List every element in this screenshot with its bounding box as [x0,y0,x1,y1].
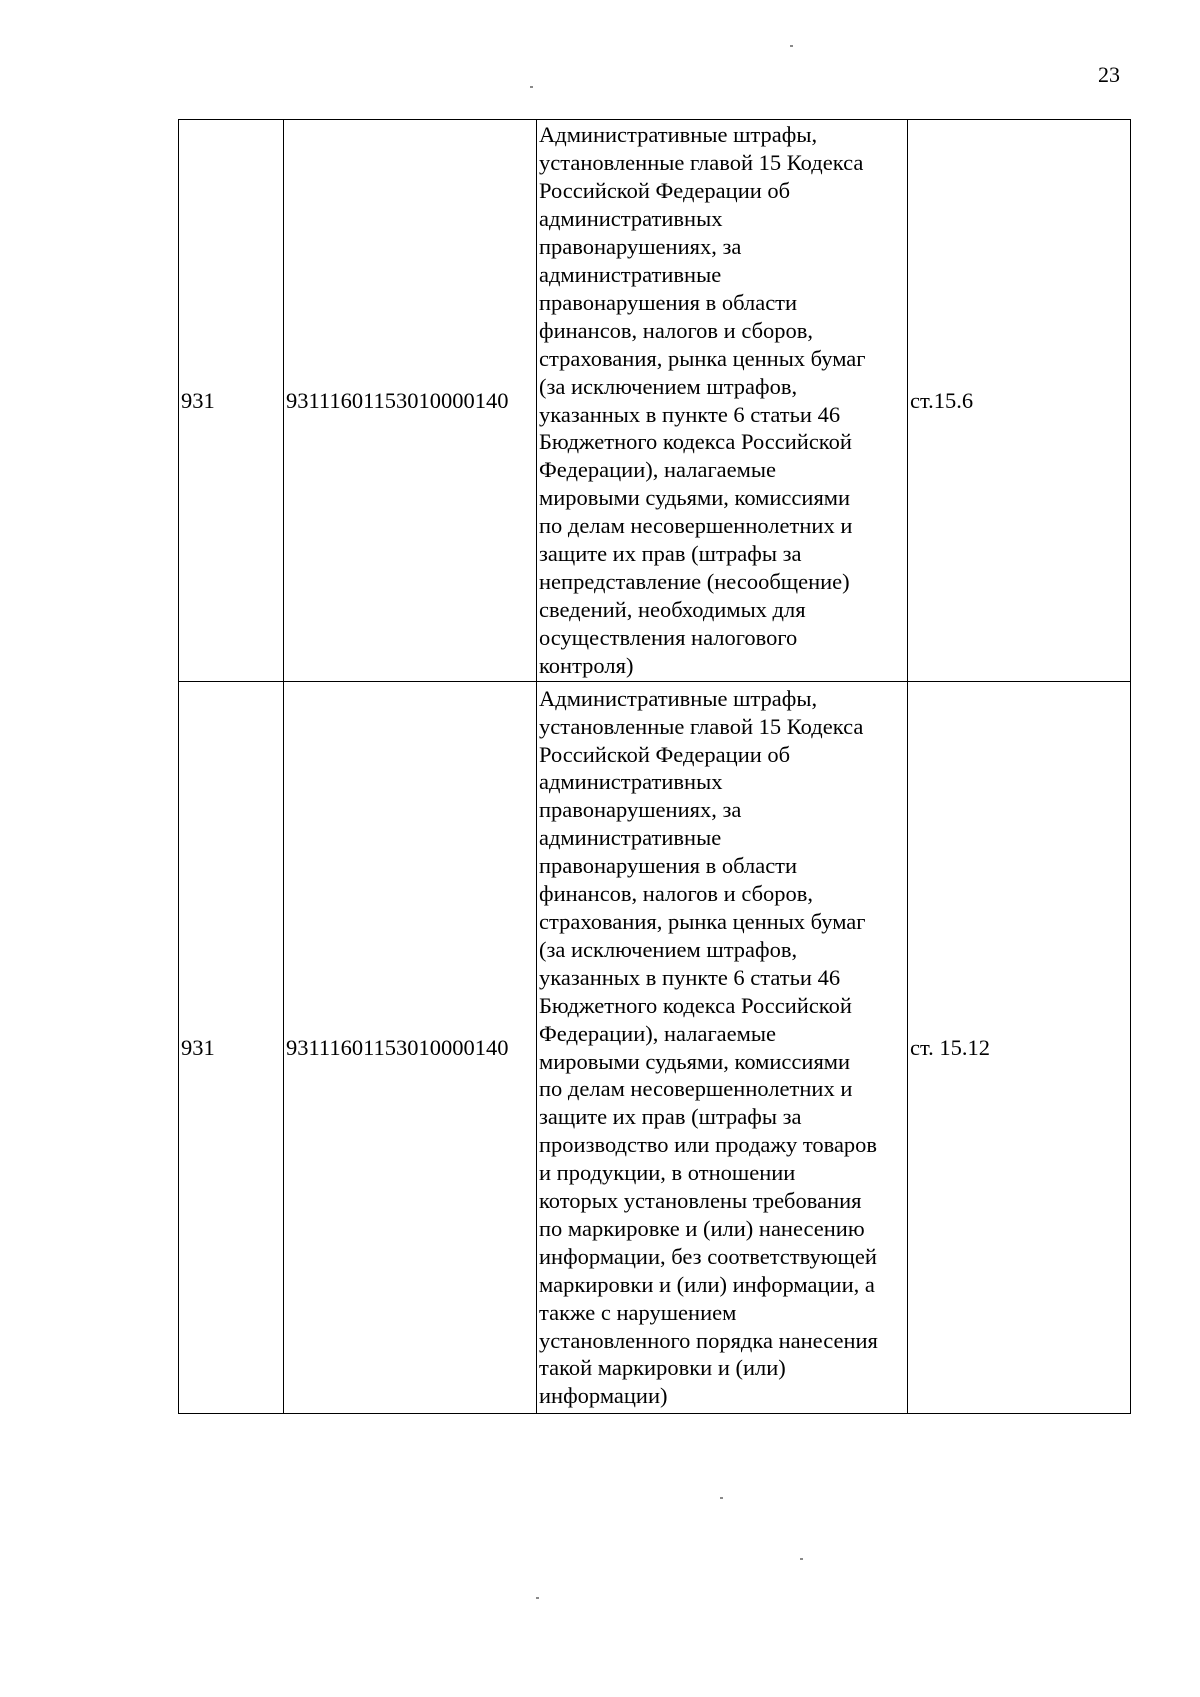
description-line: маркировки и (или) информации, а [539,1271,875,1297]
table-row [179,682,1131,1414]
description-line: Российской Федерации об [539,178,791,204]
scan-speck [536,1597,539,1599]
description-line: правонарушения в области [539,289,798,315]
article-cell: ст. 15.12 [908,682,1131,1414]
description-line: производство или продажу товаров [539,1132,878,1158]
description-line: (за исключением штрафов, [539,936,798,962]
description-line: также с нарушением [539,1299,737,1325]
description-line: административные [539,825,722,851]
description-line: правонарушения в области [539,853,798,879]
description-line: информации) [539,1383,668,1409]
description-cell [537,682,908,1414]
scan-speck [720,1497,723,1499]
description-cell [537,120,908,682]
description-line: установленные главой 15 Кодекса [539,150,864,176]
description-line: по делам несовершеннолетних и [539,513,853,539]
description-line: правонарушениях, за [539,797,742,823]
description-line: Бюджетного кодекса Российской [539,992,852,1018]
description-line: административных [539,206,723,232]
description-line: непредставление (несообщение) [539,568,850,594]
description-line: по маркировке и (или) нанесению [539,1215,865,1241]
description-line: (за исключением штрафов, [539,373,798,399]
description-line: по делам несовершеннолетних и [539,1076,853,1102]
description-line: указанных в пункте 6 статьи 46 [539,401,841,427]
description-line: осуществления налогового [539,624,798,650]
scan-speck [530,86,533,88]
description-line: такой маркировки и (или) [539,1355,786,1381]
description-line: которых установлены требования [539,1188,862,1214]
admin-code-cell: 931 [179,120,284,682]
description-line: финансов, налогов и сборов, [539,881,814,907]
description-line: Бюджетного кодекса Российской [539,429,852,455]
description-line: мировыми судьями, комиссиями [539,1048,851,1074]
description-line: и продукции, в отношении [539,1160,796,1186]
description-line: информации, без соответствующей [539,1243,877,1269]
description-line: сведений, необходимых для [539,596,806,622]
description-line: защите их прав (штрафы за [539,541,802,567]
budget-code-cell: 93111601153010000140 [284,120,537,682]
description-line: установленные главой 15 Кодекса [539,713,864,739]
scan-speck [800,1558,803,1560]
description-line: Федерации), налагаемые [539,1020,776,1046]
description-line: страхования, рынка ценных бумаг [539,908,866,934]
description-line: административные [539,261,722,287]
description-line: страхования, рынка ценных бумаг [539,345,866,371]
description-line: Административные штрафы, [539,685,818,711]
description-line: Административные штрафы, [539,122,818,148]
article-cell: ст.15.6 [908,120,1131,682]
scan-speck [790,45,793,47]
budget-code-cell: 93111601153010000140 [284,682,537,1414]
description-line: Федерации), налагаемые [539,457,776,483]
budget-codes-table [178,119,1131,1414]
description-line: административных [539,769,723,795]
description-line: контроля) [539,652,634,678]
admin-code-cell: 931 [179,682,284,1414]
description-line: защите их прав (штрафы за [539,1104,802,1130]
table-row [179,120,1131,682]
description-line: Российской Федерации об [539,741,791,767]
description-line: установленного порядка нанесения [539,1327,878,1353]
description-line: указанных в пункте 6 статьи 46 [539,964,841,990]
page-number: 23 [1098,62,1120,87]
description-line: мировыми судьями, комиссиями [539,485,851,511]
description-line: правонарушениях, за [539,234,742,260]
description-line: финансов, налогов и сборов, [539,317,814,343]
